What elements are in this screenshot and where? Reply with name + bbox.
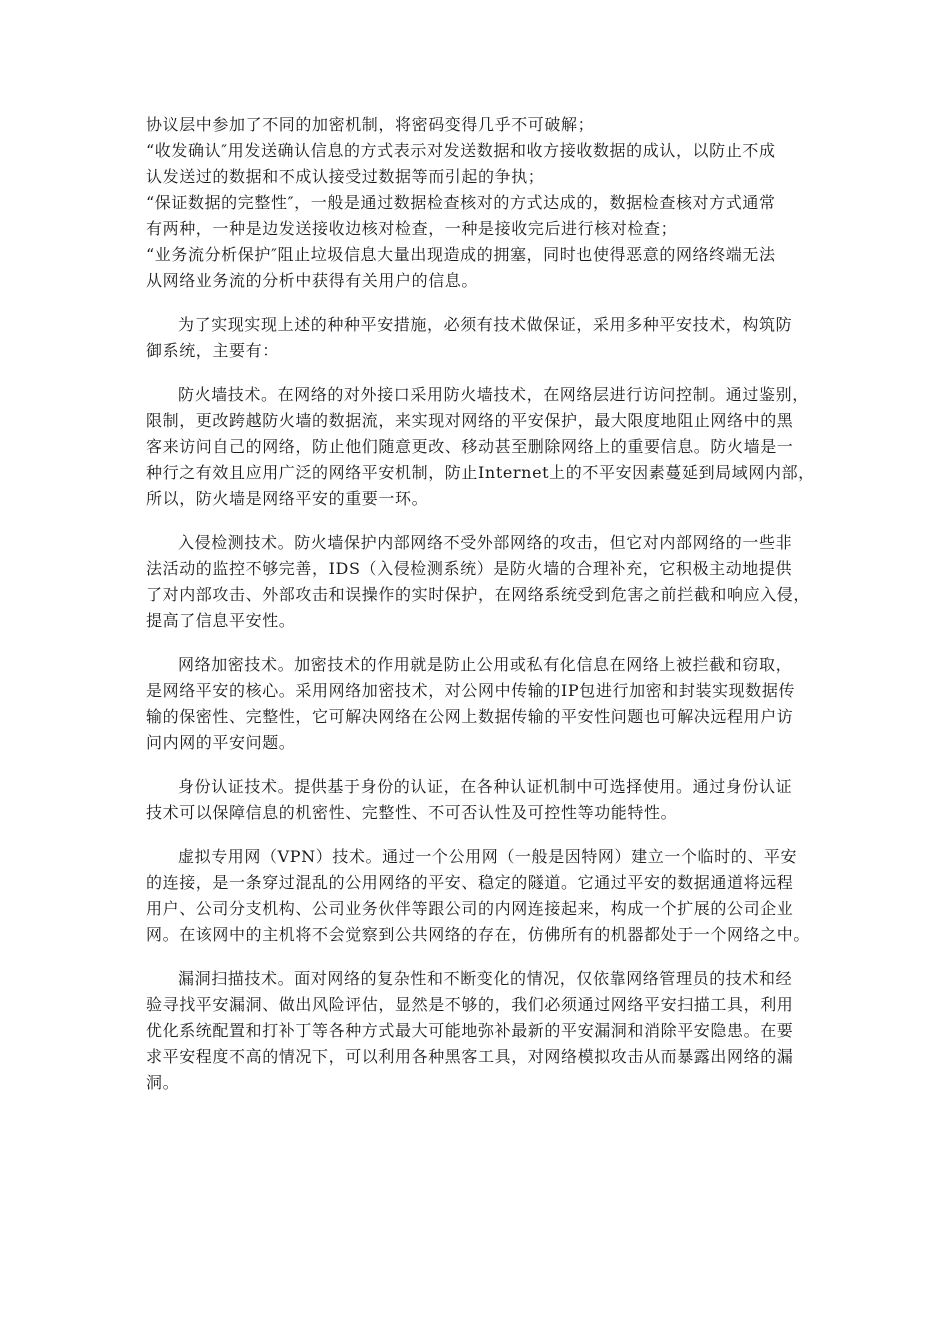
text-line: 输的保密性、完整性，它可解决网络在公网上数据传输的平安性问题也可解决远程用户访 (146, 707, 794, 726)
text-line: 为了实现实现上述的种种平安措施，必须有技术做保证，采用多种平安技术，构筑防 (178, 315, 793, 334)
paragraph-measures-intro (146, 314, 814, 362)
text-line: “收发确认″用发送确认信息的方式表示对发送数据和收方接收数据的成认，以防止不成 (146, 141, 776, 160)
text-line: 客来访问自己的网络，防止他们随意更改、移动甚至删除网络上的重要信息。防火墙是一 (146, 437, 794, 456)
text-line: 网。在该网中的主机将不会觉察到公共网络的存在，仿佛所有的机器都处于一个网络之中。 (146, 925, 811, 944)
text-line: 提高了信息平安性。 (146, 611, 296, 630)
text-line: 所以，防火墙是网络平安的重要一环。 (146, 489, 429, 508)
text-line: 问内网的平安问题。 (146, 733, 296, 752)
paragraph-intrusion-detection (146, 532, 814, 632)
text-line: 身份认证技术。提供基于身份的认证，在各种认证机制中可选择使用。通过身份认证 (178, 777, 793, 796)
text-line: 法活动的监控不够完善，IDS（入侵检测系统）是防火墙的合理补充，它积极主动地提供 (146, 559, 793, 578)
text-line: 限制，更改跨越防火墙的数据流，来实现对网络的平安保护，最大限度地阻止网络中的黑 (146, 411, 794, 430)
intro-block (146, 114, 814, 292)
text-line: 是网络平安的核心。采用网络加密技术，对公网中传输的IP包进行加密和封装实现数据传 (146, 681, 796, 700)
paragraph-vulnerability-scan (146, 968, 814, 1094)
text-line: 网络加密技术。加密技术的作用就是防止公用或私有化信息在网络上被拦截和窃取， (178, 655, 793, 674)
paragraph-authentication (146, 776, 814, 824)
paragraph-firewall (146, 384, 814, 510)
text-line: “保证数据的完整性″，一般是通过数据检查核对的方式达成的，数据检查核对方式通常 (146, 193, 776, 212)
text-line: “业务流分析保护″阻止垃圾信息大量出现造成的拥塞，同时也使得恶意的网络终端无法 (146, 245, 776, 264)
paragraph-encryption (146, 654, 814, 754)
text-line: 优化系统配置和打补丁等各种方式最大可能地弥补最新的平安漏洞和消除平安隐患。在要 (146, 1021, 794, 1040)
text-line: 虚拟专用网（VPN）技术。通过一个公用网（一般是因特网）建立一个临时的、平安 (178, 847, 798, 866)
text-line: 用户、公司分支机构、公司业务伙伴等跟公司的内网连接起来，构成一个扩展的公司企业 (146, 899, 794, 918)
text-line: 御系统，主要有： (146, 341, 279, 360)
document-page (146, 114, 814, 1098)
text-line: 了对内部攻击、外部攻击和误操作的实时保护，在网络系统受到危害之前拦截和响应入侵， (146, 585, 811, 604)
text-line: 入侵检测技术。防火墙保护内部网络不受外部网络的攻击，但它对内部网络的一些非 (178, 533, 793, 552)
text-line: 漏洞扫描技术。面对网络的复杂性和不断变化的情况，仅依靠网络管理员的技术和经 (178, 969, 793, 988)
text-line: 验寻找平安漏洞、做出风险评估，显然是不够的，我们必须通过网络平安扫描工具，利用 (146, 995, 794, 1014)
text-line: 认发送过的数据和不成认接受过数据等而引起的争执； (146, 167, 545, 186)
text-line: 协议层中参加了不同的加密机制，将密码变得几乎不可破解； (146, 115, 595, 134)
text-line: 种行之有效且应用广泛的网络平安机制，防止Internet上的不平安因素蔓延到局域网内部， (146, 463, 815, 482)
text-line: 有两种，一种是边发送接收边核对检查，一种是接收完后进行核对检查； (146, 219, 678, 238)
text-line: 从网络业务流的分析中获得有关用户的信息。 (146, 271, 479, 290)
text-line: 防火墙技术。在网络的对外接口采用防火墙技术，在网络层进行访问控制。通过鉴别， (178, 385, 809, 404)
text-line: 的连接，是一条穿过混乱的公用网络的平安、稳定的隧道。它通过平安的数据通道将远程 (146, 873, 794, 892)
text-line: 洞。 (146, 1073, 180, 1092)
text-line: 技术可以保障信息的机密性、完整性、不可否认性及可控性等功能特性。 (146, 803, 678, 822)
paragraph-vpn (146, 846, 814, 946)
text-line: 求平安程度不高的情况下，可以利用各种黑客工具，对网络模拟攻击从而暴露出网络的漏 (146, 1047, 794, 1066)
